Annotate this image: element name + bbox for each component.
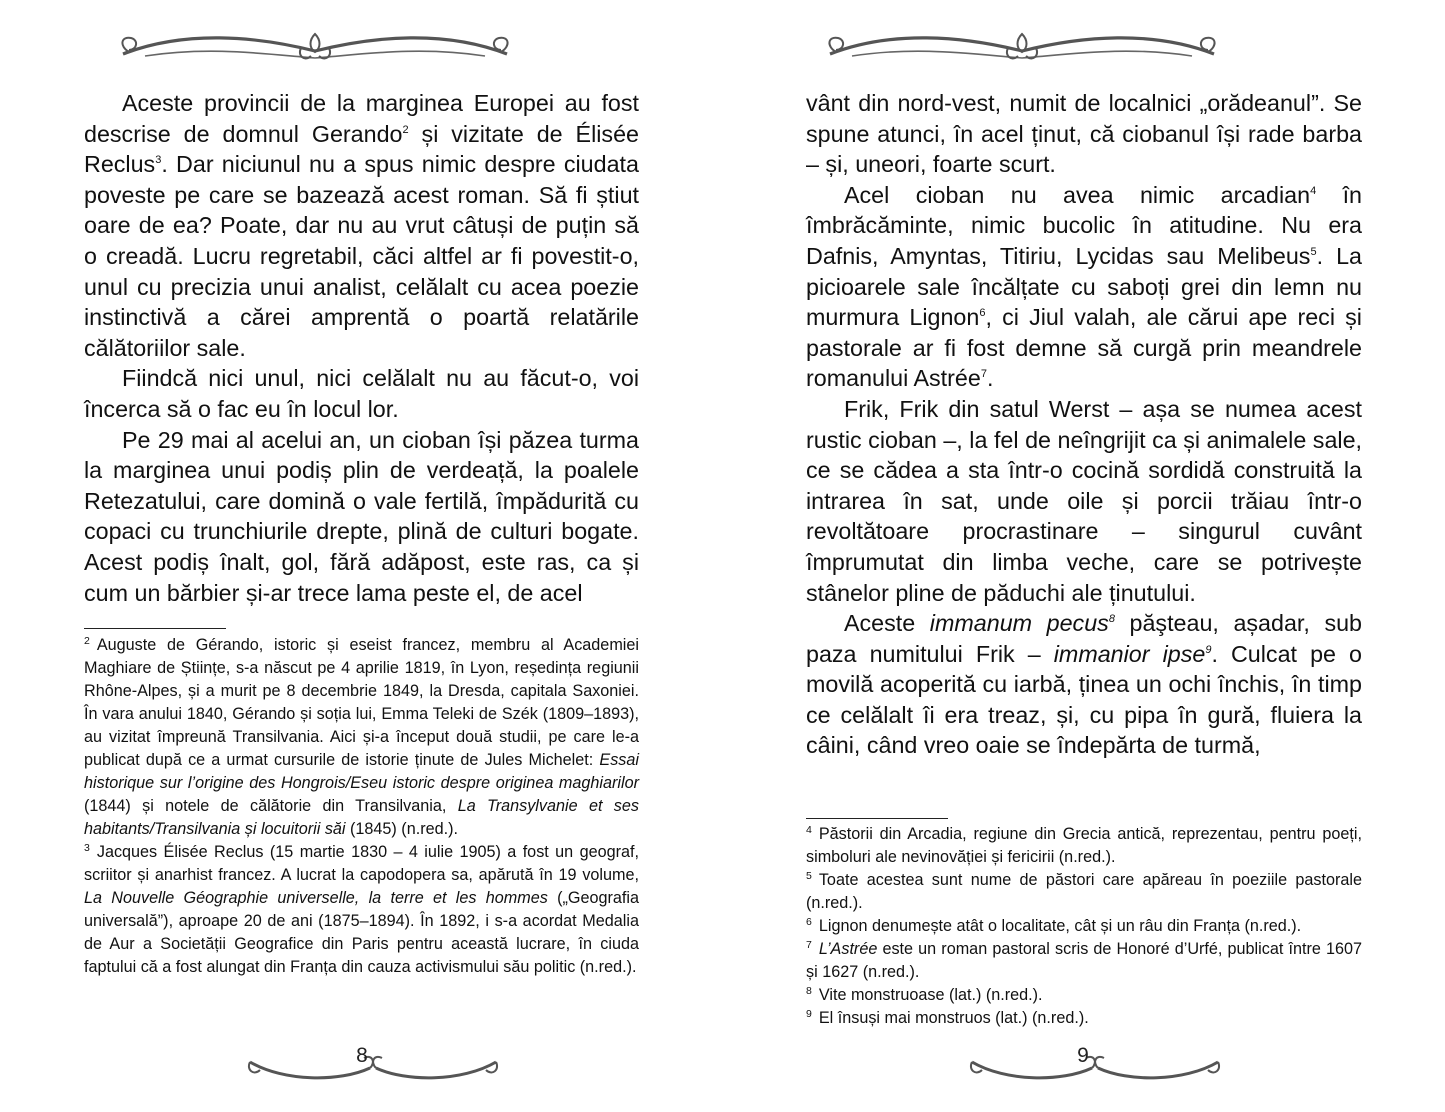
text-run: (1845) (n.red.). — [345, 820, 458, 838]
text-run: Acel cioban nu avea nimic arcadian — [844, 181, 1311, 208]
footnote-separator — [84, 628, 226, 629]
paragraph — [806, 394, 1362, 608]
text-run: și vizitate de Élisée Reclus — [84, 120, 639, 178]
footnotes — [84, 634, 639, 979]
footnote — [806, 1007, 1362, 1030]
footnote-number: 7 — [806, 938, 812, 951]
footnote-ref: 6 — [979, 307, 986, 320]
footnote-ref: 8 — [1108, 613, 1115, 626]
text-run: Pe 29 mai al acelui an, un cioban își păzea turma la marginea unui podiș plin de verdeață, la poalele Retezatului, care domină o vale fertilă, împădurită cu copaci cu trunchiurile drepte, plină de culturi bogate. Acest podiș înalt, gol, fără adăpost, este ras, ca și cum un bărbier și-ar trece lama peste el, de acel — [84, 426, 639, 606]
text-run: păşteau, așadar, sub paza numitului Frik – — [806, 610, 1363, 667]
paragraph — [806, 88, 1362, 180]
text-run: . Culcat pe o movilă acoperită cu iarbă, ținea un ochi închis, în timp ce celălalt îi era treaz, și, cu pipa în gură, fluiera la câini, când vreo oaie se îndepărta de turmă, — [806, 640, 1362, 759]
main-text — [806, 88, 1362, 761]
italic-run: L’Astrée — [818, 940, 878, 958]
text-run: (1844) și notele de călătorie din Transilvania, — [84, 797, 458, 815]
footnote-number: 9 — [806, 1007, 812, 1020]
footnote-number: 3 — [84, 841, 90, 854]
footnotes — [806, 823, 1362, 1030]
footnote — [806, 938, 1362, 984]
text-run: Frik, Frik din satul Werst – așa se numea acest rustic cioban –, la fel de neîngrijit ca și animalele sale, ce se cădea a sta într-o cocină sordidă construită la intrarea în sat, unde oile și porcii trăiau într-o revoltătoare procrastinare – singurul cuvânt împrumutat din limba veche, care se potrivește stânelor pline de păduchi ale ținutului. — [806, 395, 1362, 606]
text-run: . — [986, 365, 994, 392]
footnote-number: 5 — [806, 869, 812, 882]
italic-run: La Nouvelle Géographie universelle, la terre et les hommes — [84, 889, 548, 907]
text-run: Fiindcă nici unul, nici celălalt nu au făcut-o, voi încerca să o fac eu în locul lor. — [84, 365, 639, 422]
text-run: Toate acestea sunt nume de păstori care apăreau în poeziile pastorale (n.red.). — [806, 871, 1362, 912]
footnote-ref: 9 — [1205, 643, 1212, 656]
footnote-ref: 7 — [980, 368, 987, 381]
text-run: . La picioarele sale încălțate cu saboți grei din lemn nu murmura Lignon — [806, 242, 1362, 331]
bottom-right-swash-icon — [370, 1048, 502, 1088]
footnote — [806, 823, 1362, 869]
page-number: 9 — [1077, 1044, 1089, 1067]
paragraph — [84, 363, 639, 424]
italic-run: La Transylvanie et ses habitants/Transilvania și locuitorii săi — [84, 797, 639, 838]
text-run: („Geografia universală”), aproape 20 de ani (1875–1894). În 1892, i s-a acordat Medalia de Aur a Societății Geografice din Paris pentru această lucrare, în ciuda faptului că a fost alungat din Franța din cauza activismului său politic (n.red.). — [84, 889, 639, 976]
footnote-number: 4 — [806, 823, 812, 836]
footnote — [84, 841, 639, 979]
paragraph — [806, 180, 1362, 394]
text-run: Auguste de Gérando, istoric și eseist francez, membru al Academiei Maghiare de Științe, s-a născut pe 4 aprilie 1819, în Lyon, reședința regiunii Rhône-Alpes, și a murit pe 8 decembrie 1849, la Dresda, capitala Saxoniei. În vara anului 1840, Gérando și soția lui, Emma Teleki de Szék (1809–1893), au vizitat împreună Transilvania. Aici și-a început două studii, pe care le-a publicat după ce a urmat cursurile de istorie ținute de Jules Michelet: — [84, 636, 639, 769]
left-page — [0, 0, 722, 1112]
footnote-ref: 3 — [155, 154, 162, 167]
text-run: Jacques Élisée Reclus (15 martie 1830 – 4 iulie 1905) a fost un geograf, scriitor și anarhist francez. A lucrat la capodopera sa, apărută în 19 volume, — [84, 843, 639, 884]
text-run: este un roman pastoral scris de Honoré d’Urfé, publicat între 1607 și 1627 (n.red.). — [806, 940, 1362, 981]
page-number: 8 — [356, 1044, 368, 1067]
main-text — [84, 88, 639, 608]
footnote-number: 6 — [806, 915, 812, 928]
footnote — [806, 984, 1362, 1007]
footnote — [806, 869, 1362, 915]
top-flourish-ornament-icon — [115, 28, 515, 72]
text-run: Lignon denumește atât o localitate, cât și un râu din Franța (n.red.). — [818, 917, 1302, 935]
footnote — [84, 634, 639, 841]
italic-run: immanior ipse — [1053, 640, 1206, 667]
bottom-right-swash-icon — [1092, 1048, 1224, 1088]
italic-run: Essai historique sur l’origine des Hongrois/Eseu istoric despre originea maghiarilor — [84, 751, 639, 792]
top-flourish-ornament-icon — [822, 28, 1222, 72]
footnote-separator — [806, 818, 948, 819]
footnote-ref: 2 — [402, 123, 409, 136]
italic-run: immanum pecus — [929, 610, 1109, 637]
text-run: . Dar niciunul nu a spus nimic despre ciudata poveste pe care se bazează acest roman. Să fi știut oare de ea? Poate, dar nu au vrut câtuși de puțin să o creadă. Lucru regretabil, căci altfel ar fi povestit-o, unul cu precizia unui analist, celălalt cu acea poezie instinctivă a cărei amprentă o poartă relatările călătoriilor sale. — [84, 151, 639, 361]
footnote-number: 8 — [806, 984, 812, 997]
footnote — [806, 915, 1362, 938]
text-run: Vite monstruoase (lat.) (n.red.). — [818, 986, 1043, 1004]
text-run: El însuși mai monstruos (lat.) (n.red.). — [818, 1009, 1089, 1027]
footnote-ref: 5 — [1310, 246, 1317, 259]
paragraph — [84, 88, 639, 363]
text-run: Aceste provincii de la marginea Europei au fost descrise de domnul Gerando — [84, 90, 639, 147]
right-page — [722, 0, 1445, 1112]
text-run: , ci Jiul valah, ale cărui ape reci și pastorale ar fi fost demne să curgă prin meandrele romanului Astrée — [806, 304, 1362, 392]
text-run: Aceste — [844, 610, 930, 637]
text-run: în îmbrăcăminte, nimic bucolic în atitudine. Nu era Dafnis, Amyntas, Titiriu, Lycidas sau Melibeus — [806, 181, 1363, 269]
paragraph — [806, 608, 1362, 761]
footnote-ref: 4 — [1310, 185, 1317, 198]
text-run: Păstorii din Arcadia, regiune din Grecia antică, reprezentau, pentru poeți, simboluri ale nevinovăției și fericirii (n.red.). — [806, 825, 1362, 866]
footnote-number: 2 — [84, 634, 90, 647]
text-run: vânt din nord-vest, numit de localnici „orădeanul”. Se spune atunci, în acel ținut, că ciobanul își rade barba – și, uneori, foarte scurt. — [806, 90, 1362, 178]
paragraph — [84, 425, 639, 609]
